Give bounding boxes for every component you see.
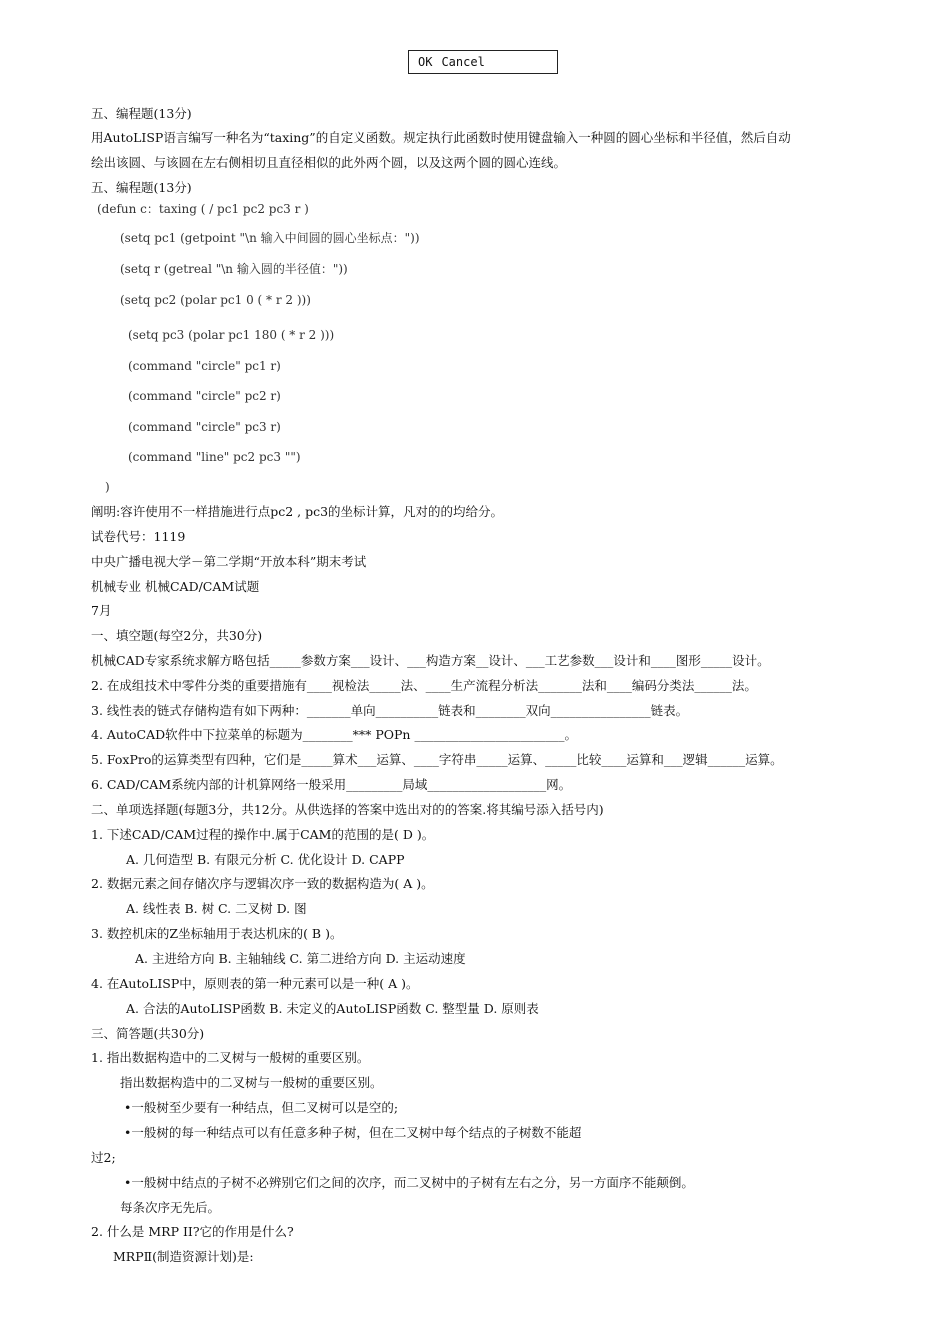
choice-options: A. 线性表 B. 树 C. 二叉树 D. 图 [126, 901, 307, 916]
exam-subject: 机械专业 机械CAD/CAM试题 [91, 579, 260, 594]
code-line: (command "circle" pc1 r) [128, 359, 281, 373]
question-text: 机械CAD专家系统求解方略包括_____参数方案___设计、___构造方案__设计、___工艺参数___设计和____图形_____设计。 [91, 653, 770, 668]
code-line: (setq r (getreal "\n 输入圆的半径值：")) [120, 262, 348, 276]
answer-bullet: •一般树至少要有一种结点，但二叉树可以是空的; [124, 1100, 399, 1115]
question-text: 用AutoLISP语言编写一种名为“taxing”的自定义函数。规定执行此函数时使用键盘输入一种圆的圆心坐标和半径值，然后自动 [91, 130, 791, 145]
ok-button[interactable]: OK [418, 55, 433, 69]
code-line: (command "circle" pc2 r) [128, 389, 281, 403]
question-text: 4. AutoCAD软件中下拉菜单的标题为________*** POPn ________________________。 [91, 727, 577, 742]
choice-options: A. 主进给方向 B. 主轴轴线 C. 第二进给方向 D. 主运动速度 [135, 951, 466, 966]
answer-text: 指出数据构造中的二叉树与一般树的重要区别。 [120, 1075, 383, 1090]
answer-text: 每条次序无先后。 [120, 1200, 221, 1215]
code-line: (setq pc2 (polar pc1 0 ( * r 2 ))) [120, 293, 311, 307]
choice-options: A. 几何造型 B. 有限元分析 C. 优化设计 D. CAPP [126, 852, 405, 867]
question-text: 6. CAD/CAM系统内部的计机算网络一般采用_________局域___________________网。 [91, 777, 572, 792]
cancel-button[interactable]: Cancel [441, 55, 485, 69]
question-text: 5. FoxPro的运算类型有四种，它们是_____算术___运算、____字符串_____运算、_____比较____运算和___逻辑______运算。 [91, 752, 783, 767]
code-line: (command "line" pc2 pc3 "") [128, 450, 301, 464]
code-line: (setq pc3 (polar pc1 180 ( * r 2 ))) [128, 328, 335, 342]
answer-text: 过2; [91, 1150, 116, 1165]
exam-code: 试卷代号：1119 [91, 529, 186, 544]
section-heading-programming: 五、编程题(13分) [91, 180, 192, 195]
question-text: 绘出该圆、与该圆在左右侧相切且直径相似的此外两个圆，以及这两个圆的圆心连线。 [91, 155, 567, 170]
note-text: 阐明:容许使用不一样措施进行点pc2 , pc3的坐标计算，凡对的的均给分。 [91, 504, 504, 519]
answer-bullet: •一般树的每一种结点可以有任意多种子树，但在二叉树中每个结点的子树数不能超 [124, 1125, 582, 1140]
code-line: (setq pc1 (getpoint "\n 输入中间圆的圆心坐标点：")) [120, 231, 420, 245]
answer-bullet: •一般树中结点的子树不必辨别它们之间的次序，而二叉树中的子树有左右之分，另一方面序不能颠倒。 [124, 1175, 694, 1190]
code-line: (defun c：taxing ( / pc1 pc2 pc3 r ) [97, 202, 309, 216]
question-text: 3. 数控机床的Z坐标轴用于表达机床的( B )。 [91, 926, 343, 941]
section-heading-single-choice: 二、单项选择题(每题3分，共12分。从供选择的答案中选出对的的答案.将其编号添入括号内) [91, 802, 604, 817]
choice-options: A. 合法的AutoLISP函数 B. 未定义的AutoLISP函数 C. 整型量 D. 原则表 [126, 1001, 539, 1016]
question-text: 4. 在AutoLISP中，原则表的第一种元素可以是一种( A )。 [91, 976, 419, 991]
question-text: 1. 下述CAD/CAM过程的操作中.属于CAM的范围的是( D )。 [91, 827, 435, 842]
question-text: 3. 线性表的链式存储构造有如下两种：_______单向__________链表和________双向________________链表。 [91, 703, 689, 718]
question-text: 2. 什么是 MRP II?它的作用是什么? [91, 1224, 294, 1239]
answer-text: MRPⅡ(制造资源计划)是: [113, 1249, 254, 1264]
section-heading-short-answer: 三、简答题(共30分) [91, 1026, 205, 1041]
code-line: (command "circle" pc3 r) [128, 420, 281, 434]
ok-cancel-dialog [408, 50, 558, 74]
section-heading-fill-in: 一、填空题(每空2分，共30分) [91, 628, 263, 643]
code-line: ) [105, 480, 110, 494]
exam-date: 7月 [91, 603, 112, 618]
question-text: 1. 指出数据构造中的二叉树与一般树的重要区别。 [91, 1050, 370, 1065]
section-heading-programming: 五、编程题(13分) [91, 106, 192, 121]
question-text: 2. 在成组技术中零件分类的重要措施有____视检法_____法、____生产流程分析法_______法和____编码分类法______法。 [91, 678, 757, 693]
exam-title: 中央广播电视大学－第二学期“开放本科”期末考试 [91, 554, 367, 569]
question-text: 2. 数据元素之间存储次序与逻辑次序一致的数据构造为( A )。 [91, 876, 434, 891]
